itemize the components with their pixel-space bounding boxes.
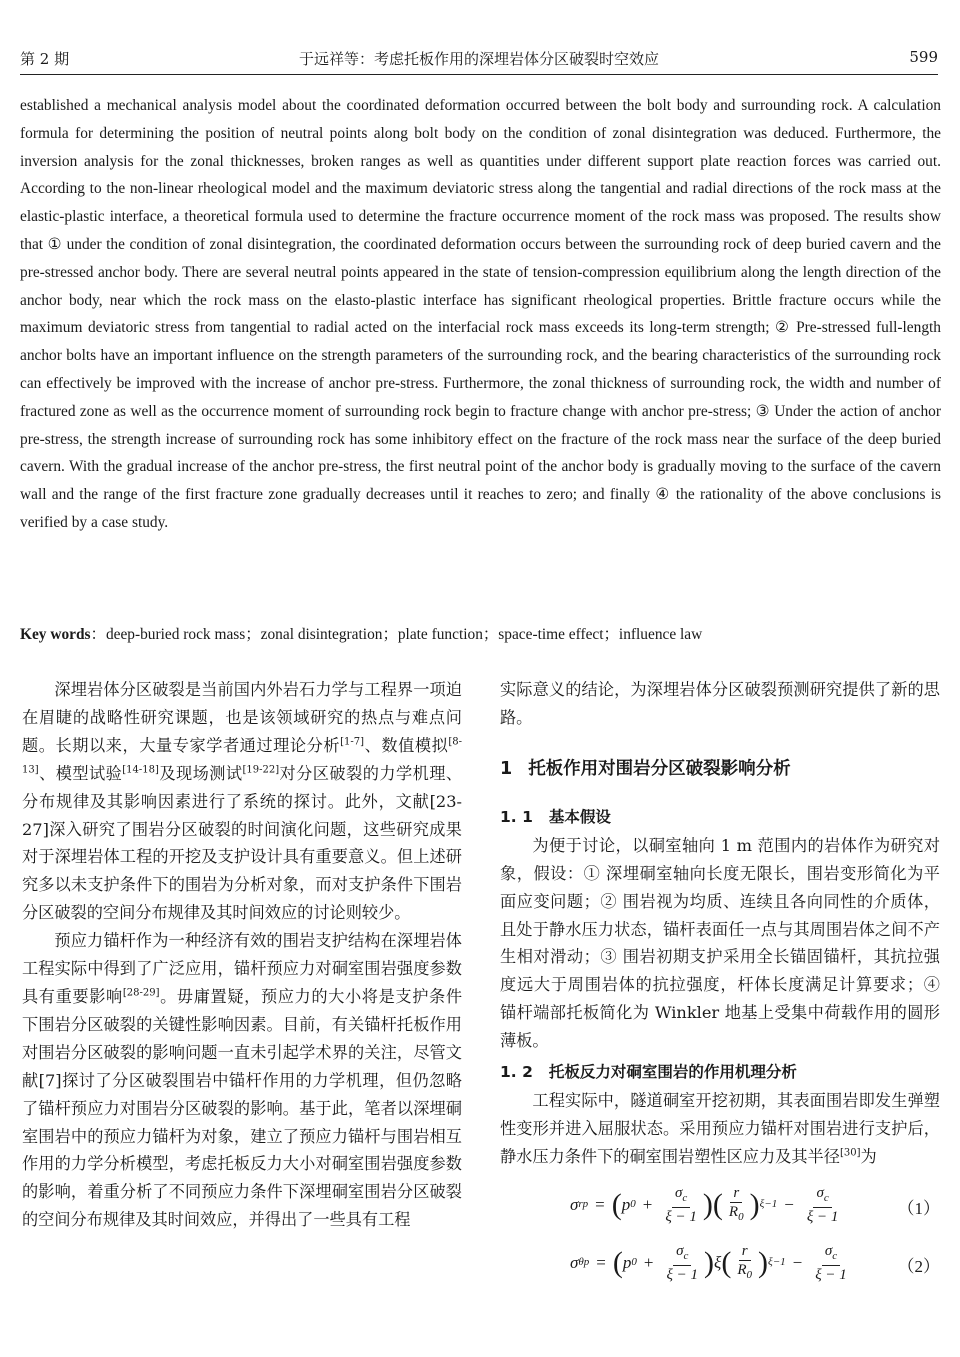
abstract	[20, 92, 941, 537]
abstract-text: established a mechanical analysis model about the coordinated deformation occurred between the bolt body and surrounding rock. A calculation formula for determining the position of neutral points along bolt body on the condition of zonal disintegration was deduced. Furthermore, the inversion analysis for the zonal thicknesses, broken ranges as well as quantities under different support plate reaction forces was carried out. According to the non-linear rheological model and the maximum deviatoric stress along the tangential and radial directions of the rock mass at the elastic-plastic interface, a theoretical formula used to determine the fracture occurrence moment of the rock mass was proposed. The results show that ① under the condition of zonal disintegration, the coordinated deformation occurs between the surrounding rock of deep buried cavern and the pre-stressed anchor body. There are several neutral points appeared in the state of tension-compression equilibrium along the length direction of the anchor body, near which the rock mass on the elasto-plastic interface has significant rheological properties. Brittle fracture occurs while the maximum deviatoric stress from tangential to radial acted on the interfacial rock mass exceeds its long-term strength; ② Pre-stressed full-length anchor bolts have an important influence on the strength parameters of the surrounding rock, and the bearing characteristics of the surrounding rock can effectively be improved with the increase of anchor pre-stress. Furthermore, the zonal thickness of surrounding rock, the width and number of fractured zone as well as the occurrence moment of surrounding rock begin to fracture change with anchor pre-stress; ③ Under the action of anchor pre-stress, the strength increase of surrounding rock has some inhibitory effect on the fracture of the rock mass near the surface of the deep buried cavern. With the gradual increase of the anchor pre-stress, the first neutral point of the anchor body is gradually moving to the surface of the cavern wall and the range of the first fracture zone gradually decreases until it reaches to zero; and finally ④ the rationality of the above conclusions is verified by a case study.	[20, 97, 941, 531]
citation: [19-22]	[242, 764, 280, 776]
keywords-text: ：deep-buried rock mass；zonal disintegration；plate function；space-time effect；influence law	[90, 626, 703, 643]
equation-2	[500, 1239, 940, 1287]
page-number: 599	[909, 48, 938, 66]
keywords	[20, 621, 941, 649]
subsection-title: 基本假设	[548, 807, 611, 826]
section-number: 1	[500, 758, 513, 779]
citation: [14-18]	[122, 764, 159, 776]
equation-1	[500, 1181, 940, 1229]
subsection-number: 1. 1	[500, 807, 533, 826]
subsection-number: 1. 2	[500, 1063, 533, 1082]
right-column	[500, 676, 940, 1287]
keywords-label: Key words	[20, 626, 91, 643]
equation-number: （2）	[897, 1256, 940, 1276]
text-run: 为	[860, 1146, 877, 1166]
left-column	[22, 676, 462, 1234]
text-run: 预应力锚杆作为一种经济有效的围岩支护结构在深埋岩体工程实际中得到了广泛应用，锚杆预应力对硐室围岩强度参数具有重要影响	[22, 931, 462, 1006]
running-header	[20, 44, 938, 75]
subsection-heading	[500, 1057, 940, 1087]
equation-1-body: σ r p = ( p 0 + $\frac{\sigma_c}{\xi - 1}$ ) ( $\frac{r}{R_0}$ ) ξ−1 − $\frac{\sigma_c}{\xi - 1}$	[570, 1184, 839, 1225]
citation: [8-13]	[22, 736, 463, 776]
section-title: 托板作用对围岩分区破裂影响分析	[528, 758, 791, 779]
citation: [30]	[839, 1147, 861, 1159]
subsection-title: 托板反力对硐室围岩的作用机理分析	[548, 1063, 797, 1082]
intro-paragraph-3: 实际意义的结论，为深埋岩体分区破裂预测研究提供了新的思路。	[500, 680, 940, 727]
text-run: 工程实际中，隧道硐室开挖初期，其表面围岩即发生弹塑性变形并进入屈服状态。采用预应力锚杆对围岩进行支护后，静水压力条件下的硐室围岩塑性区应力及其半径	[500, 1091, 940, 1166]
citation: [1-7]	[340, 736, 365, 748]
intro-paragraph-2	[22, 927, 462, 1234]
text-run: 深埋岩体分区破裂是当前国内外岩石力学与工程界一项迫在眉睫的战略性研究课题，也是该领域研究的热点与难点问题。长期以来，大量专家学者通过理论分析	[22, 680, 462, 755]
text-run: 、模型试验	[38, 763, 123, 783]
citation: [28-29]	[122, 987, 160, 999]
text-run: 、数值模拟	[364, 735, 449, 755]
assumptions-paragraph: 为便于讨论，以硐室轴向 1 m 范围内的岩体作为研究对象，假设：① 深埋硐室轴向长度无限长，围岩变形简化为平面应变问题；② 围岩视为均质、连续且各向同性的介质体，且处于静水压力状态，锚杆表面任一点与其周围岩体之间不产生相对滑动；③ 围岩初期支护采用全长锚固锚杆，其抗拉强度远大于周围岩体的抗拉强度，杆体长度满足计算要求；④ 锚杆端部托板简化为 Winkler 地基上受集中荷载作用的圆形薄板。	[500, 835, 940, 1051]
equation-number: （1）	[897, 1198, 940, 1218]
equation-2-body: σ θ p = ( p 0 + $\frac{\sigma_c}{\xi - 1}$ ) ξ ( $\frac{r}{R_0}$ ) ξ−1 − $\frac{\sigma_c}{\xi - 1}$	[570, 1242, 847, 1283]
subsection-heading	[500, 802, 940, 832]
intro-paragraph-1	[22, 676, 462, 927]
running-title: 于远祥等：考虑托板作用的深埋岩体分区破裂时空效应	[298, 50, 659, 68]
text-run: 及现场测试	[158, 763, 243, 783]
section-heading	[500, 754, 940, 784]
mechanism-paragraph	[500, 1087, 940, 1171]
issue-number: 第 2 期	[20, 50, 70, 68]
text-run: 对分区破裂的力学机理、分布规律及其影响因素进行了系统的探讨。此外，文献[23-27]深入研究了围岩分区破裂的时间演化问题，这些研究成果对于深埋岩体工程的开挖及支护设计具有重要意义。但上述研究多以未支护条件下的围岩为分析对象，而对支护条件下围岩分区破裂的空间分布规律及其时间效应的讨论则较少。	[22, 763, 463, 923]
text-run: 。毋庸置疑，预应力的大小将是支护条件下围岩分区破裂的关键性影响因素。目前，有关锚杆托板作用对围岩分区破裂的影响问题一直未引起学术界的关注，尽管文献[7]探讨了分区破裂围岩中锚杆作用的力学机理，但仍忽略了锚杆预应力对围岩分区破裂的影响。基于此，笔者以深埋硐室围岩中的预应力锚杆为对象，建立了预应力锚杆与围岩相互作用的力学分析模型，考虑托板反力大小对硐室围岩强度参数的影响，着重分析了不同预应力条件下深埋硐室围岩分区破裂的空间分布规律及其时间效应，并得出了一些具有工程	[22, 986, 463, 1230]
